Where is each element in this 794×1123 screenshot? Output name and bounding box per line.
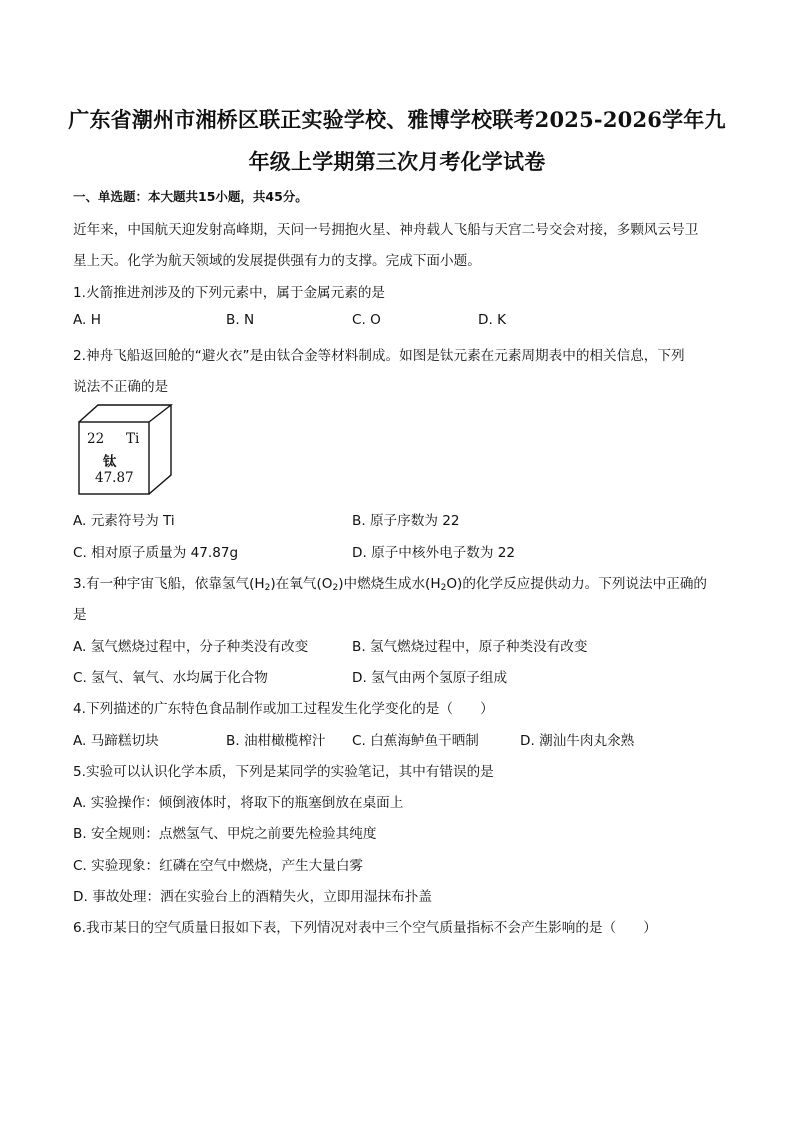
document-title-line-2: 年级上学期第三次月考化学试卷 (248, 149, 546, 174)
intro-line-1: 近年来，中国航天迎发射高峰期，天问一号拥抱火星、神舟载人飞船与天宫二号交会对接，多颗风云号卫 (73, 222, 699, 238)
q3-stem-part-c: )中燃烧生成水(H (338, 576, 441, 592)
question-3-stem-line-2: 是 (73, 607, 87, 623)
element-name: 钛 (103, 454, 117, 470)
q2-option-c: C. 相对原子质量为 47.87g (73, 545, 239, 561)
atomic-number: 22 (87, 431, 105, 447)
intro-line-2: 星上天。化学为航天领域的发展提供强有力的支撑。完成下面小题。 (73, 253, 481, 269)
question-6-stem: 6.我市某日的空气质量日报如下表，下列情况对表中三个空气质量指标不会产生影响的是（ ） (73, 920, 657, 936)
q5-option-a: A. 实验操作：倾倒液体时，将取下的瓶塞倒放在桌面上 (73, 795, 404, 811)
question-2-stem-line-2: 说法不正确的是 (73, 379, 169, 395)
q3-subscript-1: 2 (264, 583, 271, 593)
q3-stem-part-d: O)的化学反应提供动力。下列说法中正确的 (446, 576, 708, 592)
q3-stem-part-a: 3.有一种宇宙飞船，依靠氢气(H (73, 576, 265, 592)
q1-option-b: B. N (226, 312, 255, 328)
question-3-stem-line-1 (73, 572, 707, 593)
q2-option-d: D. 原子中核外电子数为 22 (352, 545, 516, 561)
q3-option-d: D. 氢气由两个氢原子组成 (352, 670, 508, 686)
q5-option-d: D. 事故处理：洒在实验台上的酒精失火，立即用湿抹布扑盖 (73, 889, 432, 905)
q1-option-d: D. K (478, 312, 507, 328)
document-title-line-1: 广东省潮州市湘桥区联正实验学校、雅博学校联考2025-2026学年九 (68, 107, 726, 132)
q3-subscript-2: 2 (332, 583, 339, 593)
q2-option-b: B. 原子序数为 22 (352, 513, 460, 529)
atomic-mass: 47.87 (95, 470, 134, 486)
element-symbol: Ti (126, 431, 140, 447)
q1-option-a: A. H (73, 312, 101, 328)
question-1-stem: 1.火箭推进剂涉及的下列元素中，属于金属元素的是 (73, 285, 386, 301)
q3-option-a: A. 氢气燃烧过程中，分子种类没有改变 (73, 639, 309, 655)
section-heading: 一、单选题：本大题共15小题，共45分。 (73, 189, 308, 204)
q5-option-c: C. 实验现象：红磷在空气中燃烧，产生大量白雾 (73, 858, 364, 874)
titanium-element-card (78, 404, 174, 496)
q4-option-b: B. 油柑橄榄榨汁 (226, 733, 326, 749)
q3-subscript-3: 2 (440, 583, 447, 593)
q3-option-c: C. 氢气、氧气、水均属于化合物 (73, 670, 268, 686)
q1-option-c: C. O (352, 312, 381, 328)
q4-option-c: C. 白蕉海鲈鱼干晒制 (352, 733, 479, 749)
q4-option-d: D. 潮汕牛肉丸氽熟 (520, 733, 635, 749)
q3-stem-part-b: )在氧气(O (270, 576, 333, 592)
question-5-stem: 5.实验可以认识化学本质，下列是某同学的实验笔记，其中有错误的是 (73, 764, 494, 780)
q5-option-b: B. 安全规则：点燃氢气、甲烷之前要先检验其纯度 (73, 826, 377, 842)
q4-option-a: A. 马蹄糕切块 (73, 733, 159, 749)
question-4-stem: 4.下列描述的广东特色食品制作或加工过程发生化学变化的是（ ） (73, 701, 494, 717)
q3-option-b: B. 氢气燃烧过程中，原子种类没有改变 (352, 639, 588, 655)
q2-option-a: A. 元素符号为 Ti (73, 513, 175, 529)
question-2-stem-line-1: 2.神舟飞船返回舱的“避火衣”是由钛合金等材料制成。如图是钛元素在元素周期表中的相关信息，下列 (73, 348, 685, 364)
